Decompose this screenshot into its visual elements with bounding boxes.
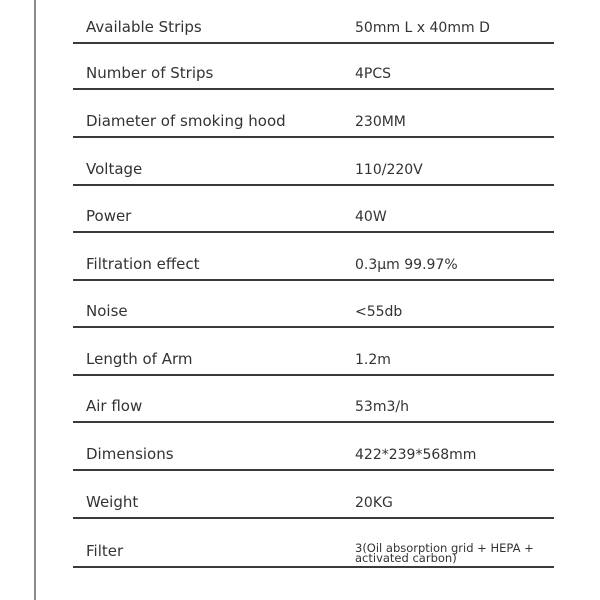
spec-value: 1.2m [355, 352, 391, 368]
spec-label: Weight [86, 493, 139, 511]
left-border-line [34, 0, 36, 600]
spec-value: 0.3μm 99.97% [355, 257, 458, 273]
spec-row-available-strips [73, 0, 554, 44]
spec-value: 53m3/h [355, 399, 409, 415]
spec-value: 230MM [355, 114, 406, 130]
spec-label: Available Strips [86, 18, 202, 36]
spec-label: Air flow [86, 397, 143, 415]
spec-value: 40W [355, 209, 387, 225]
spec-value: 20KG [355, 495, 393, 511]
spec-row-arm-length [73, 326, 554, 376]
spec-row-air-flow [73, 374, 554, 423]
spec-label: Power [86, 207, 132, 225]
spec-label: Dimensions [86, 445, 174, 463]
spec-row-dimensions [73, 421, 554, 471]
spec-label: Filtration effect [86, 255, 200, 273]
spec-row-power [73, 184, 554, 233]
spec-label: Diameter of smoking hood [86, 112, 286, 130]
spec-value: 3(Oil absorption grid + HEPA + activated carbon) [355, 541, 534, 565]
spec-value: <55db [355, 304, 403, 320]
spec-row-noise [73, 279, 554, 328]
spec-value: 110/220V [355, 162, 423, 178]
spec-value: 422*239*568mm [355, 447, 477, 463]
spec-row-number-of-strips [73, 42, 554, 90]
spec-row-filter [73, 517, 554, 568]
spec-label: Noise [86, 302, 128, 320]
spec-value: 4PCS [355, 66, 392, 82]
spec-label: Length of Arm [86, 350, 193, 368]
spec-label: Number of Strips [86, 64, 214, 82]
spec-row-hood-diameter [73, 88, 554, 138]
spec-row-weight [73, 469, 554, 519]
spec-value: 50mm L x 40mm D [355, 20, 490, 36]
spec-label: Filter [86, 542, 124, 560]
spec-row-voltage [73, 136, 554, 186]
spec-row-filtration [73, 231, 554, 281]
spec-label: Voltage [86, 160, 143, 178]
